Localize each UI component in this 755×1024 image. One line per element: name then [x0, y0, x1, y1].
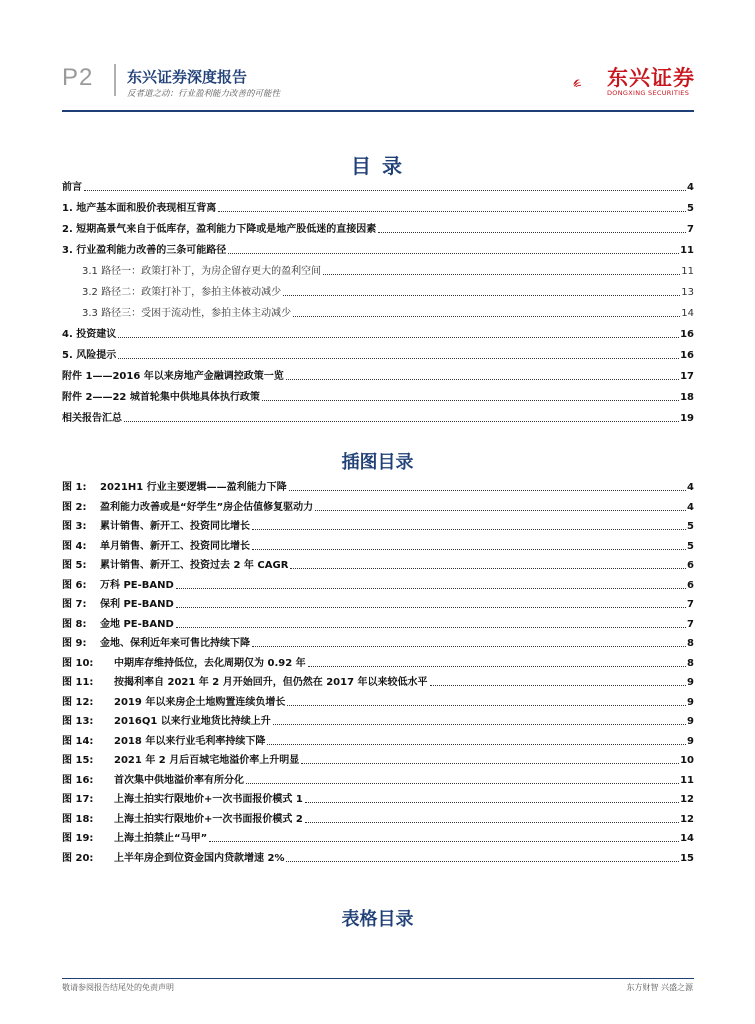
figure-entry-page: 5 [687, 540, 694, 552]
figure-entry-page: 4 [687, 482, 694, 493]
dot-leader [286, 861, 679, 862]
dot-leader [176, 588, 686, 589]
dot-leader [84, 190, 686, 191]
toc-entry[interactable] [62, 306, 694, 320]
toc-entry[interactable] [62, 285, 694, 299]
figure-caption: 2021H1 行业主要逻辑——盈利能力下降 [100, 482, 287, 493]
figure-caption: 2018 年以来行业毛利率持续下降 [114, 735, 266, 747]
figure-entry-label [62, 619, 175, 631]
figure-number: 图 12: [62, 696, 94, 708]
figure-number: 图 14: [62, 735, 94, 747]
figure-number: 图 7: [62, 599, 87, 610]
figure-number: 图 19: [62, 833, 94, 844]
figure-caption: 上半年房企到位资金国内贷款增速 2% [114, 852, 285, 864]
figure-caption: 2016Q1 以来行业地货比持续上升 [114, 716, 271, 727]
header-rule [62, 110, 694, 112]
dot-leader [287, 705, 686, 706]
figure-entry-label [62, 853, 285, 865]
toc-entry[interactable] [62, 264, 694, 278]
footer-slogan: 东方财智 兴盛之源 [626, 983, 693, 992]
figure-number: 图 6: [62, 579, 87, 591]
figure-entry[interactable] [62, 578, 694, 592]
figure-entry-label [62, 502, 314, 514]
figure-entry-label [62, 716, 272, 728]
figure-caption: 按揭利率自 2021 年 2 月开始回升，但仍然在 2017 年以来较低水平 [114, 677, 428, 688]
logo-text: 东兴证券 [607, 66, 695, 90]
figure-entry-page: 14 [680, 833, 694, 844]
figure-number: 图 18: [62, 813, 94, 825]
report-subtitle: 反者道之动：行业盈利能力改善的可能性 [127, 89, 281, 99]
figure-entry[interactable] [62, 597, 694, 611]
dot-leader [118, 337, 679, 338]
figure-entry-label [62, 775, 245, 787]
figure-number: 图 15: [62, 755, 94, 766]
dot-leader [176, 607, 686, 608]
figure-entry-label [62, 814, 304, 826]
toc-entry-label: 5. 风险提示 [62, 350, 117, 361]
toc-entry-label: 3.2 路径二：政策打补丁，参拍主体被动减少 [82, 287, 282, 298]
toc-entry-page: 7 [687, 224, 694, 235]
figure-entry-page: 9 [687, 696, 694, 708]
logo-subtext: DONGXING SECURITIES [607, 89, 690, 97]
toc-entry-label: 4. 投资建议 [62, 329, 117, 340]
figure-entry-label [62, 833, 208, 845]
figure-entry[interactable] [62, 753, 694, 767]
figure-entry-label [62, 580, 175, 592]
toc-entry[interactable] [62, 348, 694, 362]
figure-entry[interactable] [62, 695, 694, 709]
figure-entry-page: 4 [687, 501, 694, 513]
toc-entry-page: 19 [680, 413, 694, 424]
footer-disclaimer[interactable]: 敬请参阅报告结尾处的免责声明 [62, 983, 174, 992]
dot-leader [218, 211, 686, 212]
figure-entry-page: 7 [687, 618, 694, 630]
figure-entry-page: 6 [687, 560, 694, 571]
figure-entry-label [62, 794, 304, 806]
figure-entry-label [62, 736, 266, 748]
figure-caption: 单月销售、新开工、投资同比增长 [100, 540, 250, 552]
figure-entry[interactable] [62, 656, 694, 670]
figure-number: 图 9: [62, 638, 87, 649]
company-logo-icon [572, 62, 606, 102]
figure-entry[interactable] [62, 519, 694, 533]
toc-entry-page: 17 [680, 371, 694, 382]
figure-entry-label [62, 755, 300, 767]
figure-entry-page: 12 [680, 794, 694, 805]
figure-number: 图 3: [62, 521, 87, 532]
figure-caption: 首次集中供地溢价率有所分化 [114, 774, 244, 786]
dot-leader [267, 744, 686, 745]
figure-caption: 中期库存维持低位，去化周期仅为 0.92 年 [114, 657, 306, 669]
toc-entry-page: 16 [680, 329, 694, 340]
figure-number: 图 20: [62, 852, 94, 864]
figure-number: 图 16: [62, 774, 94, 786]
figure-caption: 上海土拍禁止“马甲” [114, 833, 208, 844]
figure-number: 图 4: [62, 540, 87, 552]
toc-entry[interactable] [62, 369, 694, 383]
toc-entry-page: 16 [680, 350, 694, 361]
dot-leader [273, 724, 686, 725]
figure-entry[interactable] [62, 714, 694, 728]
dot-leader [289, 490, 686, 491]
toc-entry-page: 14 [681, 308, 694, 319]
page-number: P2 [62, 64, 94, 91]
toc-entry[interactable] [62, 222, 694, 236]
figure-number: 图 1: [62, 482, 87, 493]
figure-caption: 金地 PE-BAND [100, 618, 174, 630]
dot-leader [252, 646, 686, 647]
toc-entry-label: 2. 短期高景气来自于低库存，盈利能力下降或是地产股低迷的直接因素 [62, 224, 377, 235]
toc-entry-label: 附件 2——22 城首轮集中供地具体执行政策 [62, 392, 260, 403]
figure-number: 图 17: [62, 794, 94, 805]
toc-entry[interactable] [62, 201, 694, 215]
figure-caption: 上海土拍实行限地价+一次书面报价模式 2 [114, 813, 303, 825]
figure-caption: 盈利能力改善或是“好学生”房企估值修复驱动力 [100, 501, 314, 513]
dot-leader [246, 783, 679, 784]
dot-leader [290, 568, 686, 569]
figure-entry-page: 7 [687, 599, 694, 610]
dot-leader [378, 232, 686, 233]
figure-entry[interactable] [62, 831, 694, 845]
dot-leader [286, 379, 679, 380]
tables-title: 表格目录 [341, 909, 414, 930]
figure-entry-label [62, 482, 288, 494]
toc-entry-label: 3.3 路径三：受困于流动性，参拍主体主动减少 [82, 308, 292, 319]
toc-entry-page: 5 [687, 203, 694, 214]
figure-entry-page: 5 [687, 521, 694, 532]
toc-entry[interactable] [62, 243, 694, 257]
dot-leader [176, 627, 686, 628]
dot-leader [262, 400, 679, 401]
figure-number: 图 8: [62, 618, 87, 630]
figure-number: 图 2: [62, 501, 87, 513]
dot-leader [252, 549, 686, 550]
figure-entry-label [62, 521, 251, 533]
figure-entry[interactable] [62, 851, 694, 865]
figures-title: 插图目录 [341, 452, 414, 473]
figure-number: 图 13: [62, 716, 94, 727]
toc-title: 目 录 [351, 154, 404, 178]
figure-entry[interactable] [62, 500, 694, 514]
dot-leader [308, 666, 686, 667]
figure-entry[interactable] [62, 812, 694, 826]
figure-entry-page: 12 [680, 813, 694, 825]
figure-caption: 2019 年以来房企土地购置连续负增长 [114, 696, 286, 708]
figure-entry[interactable] [62, 792, 694, 806]
figure-caption: 万科 PE-BAND [100, 579, 174, 591]
figure-entry-label [62, 599, 175, 611]
dot-leader [283, 295, 680, 296]
figure-entry[interactable] [62, 558, 694, 572]
figure-entry-label [62, 677, 429, 689]
figure-entry[interactable] [62, 617, 694, 631]
figure-number: 图 10: [62, 657, 94, 669]
figure-number: 图 5: [62, 560, 87, 571]
figure-caption: 保利 PE-BAND [100, 599, 174, 610]
toc-entry-page: 11 [680, 245, 694, 256]
toc-entry-page: 11 [681, 266, 694, 277]
toc-entry-page: 13 [681, 287, 694, 298]
footer-rule [62, 978, 694, 979]
figure-entry[interactable] [62, 675, 694, 689]
figure-entry-page: 15 [680, 852, 694, 864]
figure-entry[interactable] [62, 480, 694, 494]
dot-leader [323, 274, 680, 275]
header-separator [114, 64, 116, 96]
toc-entry-label: 1. 地产基本面和股价表现相互背离 [62, 203, 217, 214]
figure-caption: 2021 年 2 月后百城宅地溢价率上升明显 [114, 755, 300, 766]
figure-entry-label [62, 638, 251, 650]
report-title: 东兴证券深度报告 [127, 68, 248, 86]
toc-entry-page: 18 [680, 392, 694, 403]
dot-leader [315, 510, 686, 511]
figure-entry-label [62, 697, 286, 709]
figure-entry-page: 9 [687, 716, 694, 727]
toc-entry[interactable] [62, 411, 694, 425]
figure-entry[interactable] [62, 734, 694, 748]
toc-entry[interactable] [62, 390, 694, 404]
dot-leader [124, 421, 679, 422]
figure-entry[interactable] [62, 539, 694, 553]
figure-caption: 累计销售、新开工、投资过去 2 年 CAGR [100, 560, 289, 571]
toc-entry-label: 附件 1——2016 年以来房地产金融调控政策一览 [62, 371, 284, 382]
dot-leader [293, 316, 680, 317]
figure-number: 图 11: [62, 677, 94, 688]
figure-entry-page: 10 [680, 755, 694, 766]
toc-entry-label: 3.1 路径一：政策打补丁，为房企留存更大的盈利空间 [82, 266, 322, 277]
toc-entry-label: 3. 行业盈利能力改善的三条可能路径 [62, 245, 227, 256]
dot-leader [430, 685, 687, 686]
figure-entry-page: 9 [687, 735, 694, 747]
dot-leader [301, 763, 679, 764]
figure-caption: 累计销售、新开工、投资同比增长 [100, 521, 250, 532]
toc-entry-label: 相关报告汇总 [62, 413, 122, 424]
dot-leader [209, 841, 679, 842]
figure-entry-page: 11 [680, 774, 694, 786]
toc-entry[interactable] [62, 327, 694, 341]
figure-entry-page: 6 [687, 579, 694, 591]
dot-leader [252, 529, 686, 530]
dot-leader [305, 802, 679, 803]
figure-caption: 上海土拍实行限地价+一次书面报价模式 1 [114, 794, 303, 805]
toc-entry-label: 前言 [62, 182, 82, 193]
figure-caption: 金地、保利近年来可售比持续下降 [100, 638, 250, 649]
figure-entry-label [62, 560, 289, 572]
dot-leader [118, 358, 679, 359]
dot-leader [305, 822, 679, 823]
figure-entry-page: 9 [687, 677, 694, 688]
figure-entry[interactable] [62, 773, 694, 787]
figure-entry-page: 8 [687, 657, 694, 669]
figure-entry-label [62, 658, 307, 670]
dot-leader [228, 253, 679, 254]
toc-entry-page: 4 [687, 182, 694, 193]
toc-entry[interactable] [62, 180, 694, 194]
figure-entry-page: 8 [687, 638, 694, 649]
figure-entry[interactable] [62, 636, 694, 650]
figure-entry-label [62, 541, 251, 553]
